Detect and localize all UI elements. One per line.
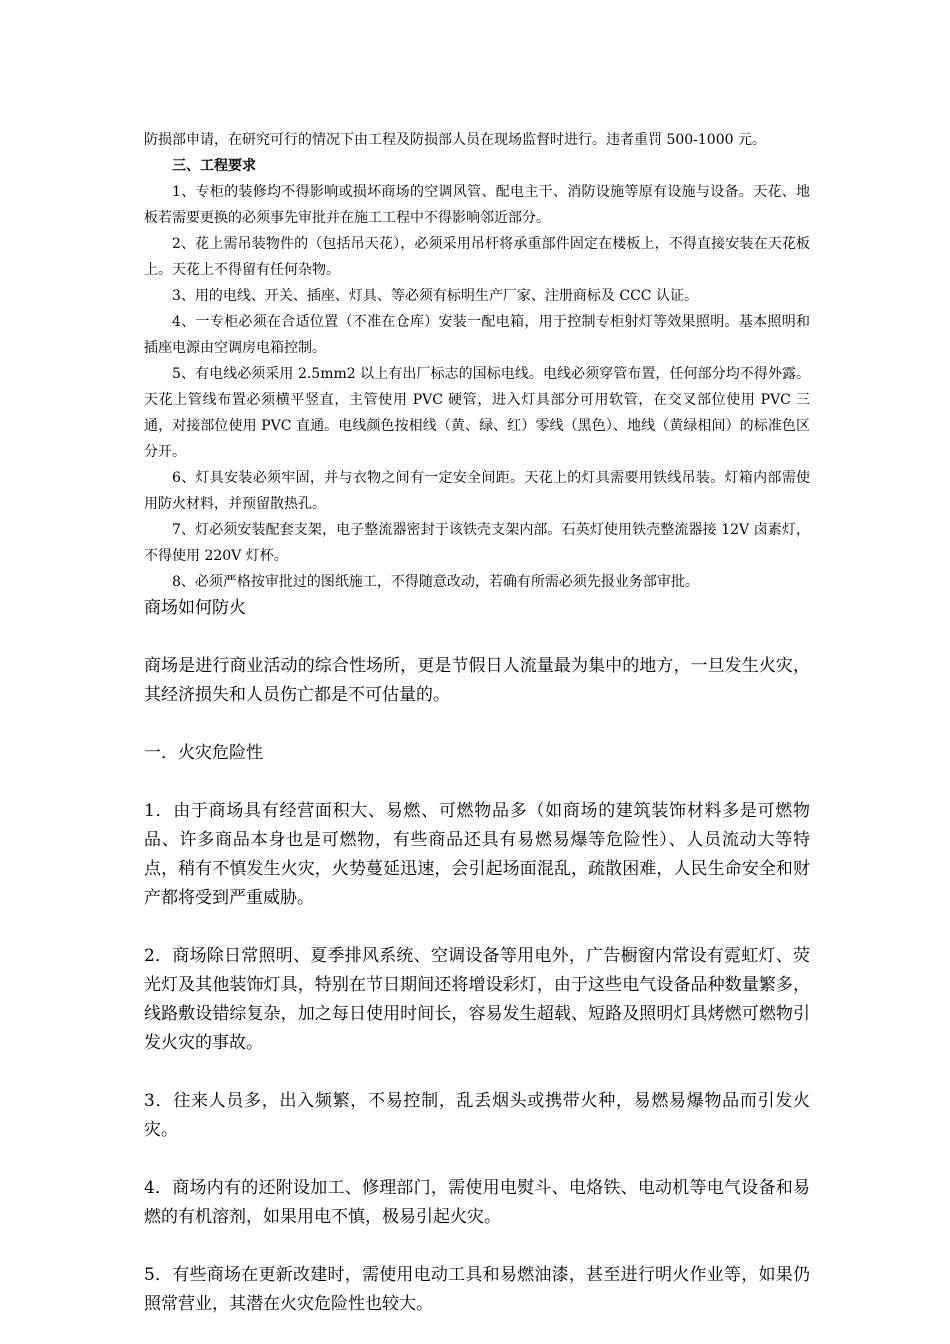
hazard-point: 3．往来人员多，出入频繁，不易控制，乱丢烟头或携带火种，易燃易爆物品而引发火灾。 — [144, 1091, 810, 1140]
intro-paragraph: 商场是进行商业活动的综合性场所，更是节假日人流量最为集中的地方，一旦发生火灾，其经济损失和人员伤亡都是不可估量的。 — [144, 656, 810, 705]
requirement-item: 8、必须严格按审批过的图纸施工，不得随意改动，若确有所需必须先报业务部审批。 — [172, 574, 699, 590]
article-title: 商场如何防火 — [144, 598, 246, 618]
engineering-requirements-section — [144, 127, 810, 595]
hazard-point: 2．商场除日常照明、夏季排风系统、空调设备等用电外，广告橱窗内常设有霓虹灯、荧光灯及其他装饰灯具，特别在节日期间还将增设彩灯，由于这些电气设备品种数量繁多，线路敷设错综复杂，加之每日使用时间长，容易发生超载、短路及照明灯具烤燃可燃物引发火灾的事故。 — [144, 946, 810, 1053]
section-heading: 三、工程要求 — [172, 158, 256, 174]
requirement-item: 4、一专柜必须在合适位置（不准在仓库）安装一配电箱，用于控制专柜射灯等效果照明。基本照明和插座电源由空调房电箱控制。 — [144, 314, 810, 356]
requirement-item: 5、有电线必须采用 2.5mm2 以上有出厂标志的国标电线。电线必须穿管布置，任何部分均不得外露。天花上管线布置必须横平竖直，主管使用 PVC 硬管，进入灯具部分可用软管，在交叉部位使用 PVC 三通，对接部位使用 PVC 直通。电线颜色按相线（黄、绿、红）零线（黑色）、地线（黄绿相间）的标准色区分开。 — [144, 366, 810, 460]
fire-prevention-section — [144, 594, 810, 1319]
continuation-paragraph: 防损部申请，在研究可行的情况下由工程及防损部人员在现场监督时进行。违者重罚 500-1000 元。 — [144, 132, 766, 148]
section-heading: 一．火灾危险性 — [144, 743, 263, 763]
requirement-item: 7、灯必须安装配套支架，电子整流器密封于该铁壳支架内部。石英灯使用铁壳整流器接 12V 卤素灯，不得使用 220V 灯杯。 — [144, 522, 810, 564]
requirement-item: 3、用的电线、开关、插座、灯具、等必须有标明生产厂家、注册商标及 CCC 认证。 — [172, 288, 698, 304]
requirement-item: 2、花上需吊装物件的（包括吊天花），必须采用吊杆将承重部件固定在楼板上，不得直接安装在天花板上。天花上不得留有任何杂物。 — [144, 236, 810, 278]
requirement-item: 1、专柜的装修均不得影响或损坏商场的空调风管、配电主干、消防设施等原有设施与设备。天花、地板若需要更换的必须事先审批并在施工工程中不得影响邻近部分。 — [144, 184, 810, 226]
hazard-point: 5．有些商场在更新改建时，需使用电动工具和易燃油漆，甚至进行明火作业等，如果仍照常营业，其潜在火灾危险性也较大。 — [144, 1265, 810, 1314]
hazard-point: 1．由于商场具有经营面积大、易燃、可燃物品多（如商场的建筑装饰材料多是可燃物品、许多商品本身也是可燃物，有些商品还具有易燃易爆等危险性）、人员流动大等特点，稍有不慎发生火灾，火势蔓延迅速，会引起场面混乱，疏散困难，人民生命安全和财产都将受到严重威胁。 — [144, 801, 810, 908]
requirement-item: 6、灯具安装必须牢固，并与衣物之间有一定安全间距。天花上的灯具需要用铁线吊装。灯箱内部需使用防火材料，并预留散热孔。 — [144, 470, 810, 512]
hazard-point: 4．商场内有的还附设加工、修理部门，需使用电熨斗、电烙铁、电动机等电气设备和易燃的有机溶剂，如果用电不慎，极易引起火灾。 — [144, 1178, 810, 1227]
